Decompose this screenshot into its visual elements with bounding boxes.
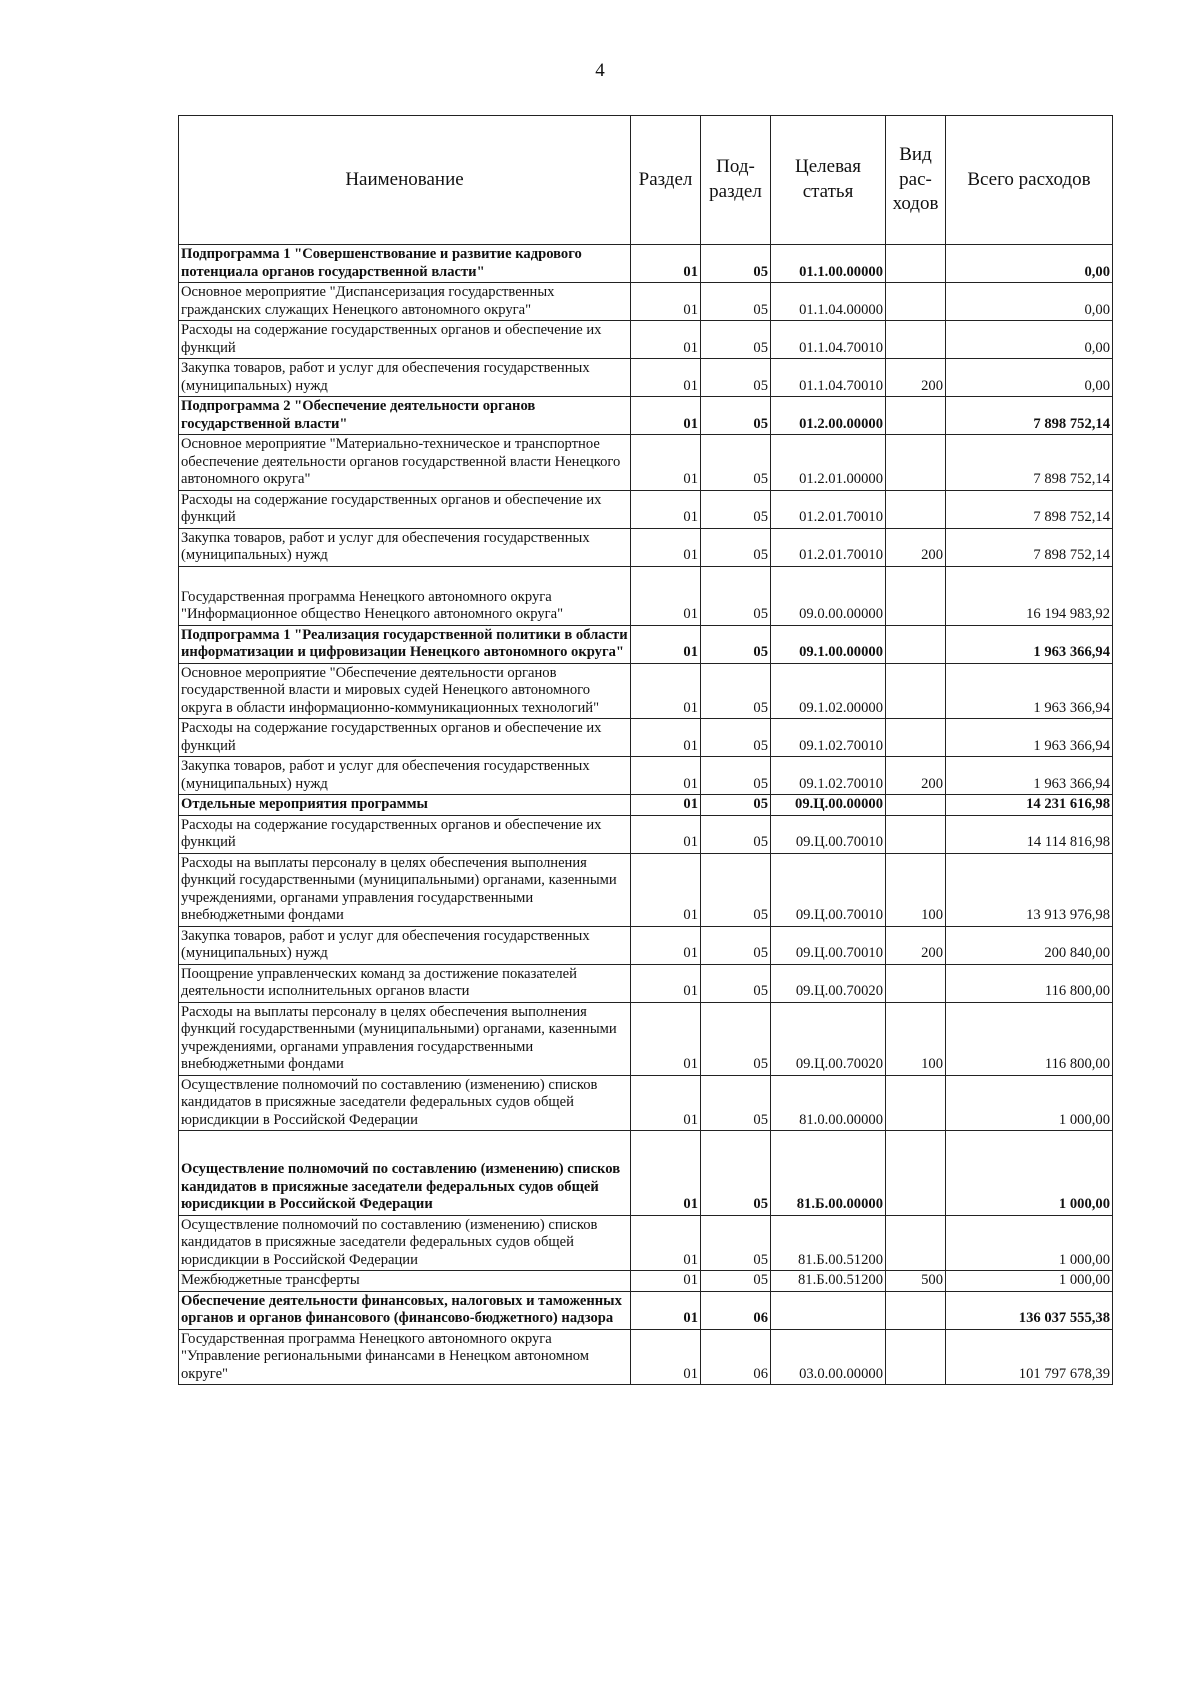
cell-podrazdel: 05	[701, 815, 771, 853]
cell-podrazdel: 05	[701, 528, 771, 566]
cell-vid-rashodov	[886, 566, 946, 625]
cell-podrazdel: 06	[701, 1329, 771, 1385]
cell-podrazdel: 05	[701, 435, 771, 491]
cell-podrazdel: 05	[701, 719, 771, 757]
table-row	[179, 1271, 1113, 1292]
cell-vid-rashodov	[886, 435, 946, 491]
cell-podrazdel: 05	[701, 359, 771, 397]
cell-name: Осуществление полномочий по составлению (изменению) списков кандидатов в присяжные заседатели федеральных судов общей юрисдикции в Российской Федерации	[179, 1215, 631, 1271]
cell-name: Закупка товаров, работ и услуг для обеспечения государственных (муниципальных) нужд	[179, 757, 631, 795]
cell-vid-rashodov	[886, 321, 946, 359]
cell-name: Государственная программа Ненецкого автономного округа "Управление региональными финансами в Ненецком автономном округе"	[179, 1329, 631, 1385]
cell-vid-rashodov: 500	[886, 1271, 946, 1292]
table-row	[179, 663, 1113, 719]
cell-vid-rashodov	[886, 245, 946, 283]
cell-razdel: 01	[631, 321, 701, 359]
cell-vsego-rashodov: 7 898 752,14	[946, 435, 1113, 491]
page-number: 4	[595, 60, 605, 81]
cell-vsego-rashodov: 1 963 366,94	[946, 625, 1113, 663]
cell-razdel: 01	[631, 964, 701, 1002]
cell-name: Обеспечение деятельности финансовых, налоговых и таможенных органов и органов финансового (финансово-бюджетного) надзора	[179, 1291, 631, 1329]
cell-vsego-rashodov: 116 800,00	[946, 1002, 1113, 1075]
cell-vsego-rashodov: 1 963 366,94	[946, 663, 1113, 719]
cell-name: Расходы на содержание государственных органов и обеспечение их функций	[179, 321, 631, 359]
cell-vsego-rashodov: 7 898 752,14	[946, 397, 1113, 435]
header-podrazdel: Под-раздел	[701, 116, 771, 245]
cell-vid-rashodov	[886, 1131, 946, 1216]
cell-celevaya-statya: 09.1.02.70010	[771, 719, 886, 757]
cell-vsego-rashodov: 0,00	[946, 283, 1113, 321]
cell-podrazdel: 05	[701, 926, 771, 964]
cell-celevaya-statya: 09.1.02.70010	[771, 757, 886, 795]
cell-name: Закупка товаров, работ и услуг для обеспечения государственных (муниципальных) нужд	[179, 926, 631, 964]
cell-celevaya-statya: 09.1.00.00000	[771, 625, 886, 663]
cell-podrazdel: 05	[701, 663, 771, 719]
cell-name: Осуществление полномочий по составлению (изменению) списков кандидатов в присяжные заседатели федеральных судов общей юрисдикции в Российской Федерации	[179, 1131, 631, 1216]
table-row	[179, 1002, 1113, 1075]
cell-celevaya-statya: 03.0.00.00000	[771, 1329, 886, 1385]
table-row	[179, 283, 1113, 321]
cell-razdel: 01	[631, 245, 701, 283]
table-row	[179, 566, 1113, 625]
cell-name: Отдельные мероприятия программы	[179, 795, 631, 816]
cell-podrazdel: 06	[701, 1291, 771, 1329]
cell-name: Закупка товаров, работ и услуг для обеспечения государственных (муниципальных) нужд	[179, 359, 631, 397]
cell-razdel: 01	[631, 757, 701, 795]
cell-vsego-rashodov: 200 840,00	[946, 926, 1113, 964]
cell-vsego-rashodov: 0,00	[946, 245, 1113, 283]
cell-name: Расходы на содержание государственных органов и обеспечение их функций	[179, 719, 631, 757]
cell-razdel: 01	[631, 566, 701, 625]
cell-vsego-rashodov: 1 963 366,94	[946, 719, 1113, 757]
cell-name: Основное мероприятие "Диспансеризация государственных гражданских служащих Ненецкого автономного округа"	[179, 283, 631, 321]
cell-vid-rashodov	[886, 964, 946, 1002]
table-row	[179, 757, 1113, 795]
cell-vsego-rashodov: 101 797 678,39	[946, 1329, 1113, 1385]
cell-celevaya-statya: 01.1.04.00000	[771, 283, 886, 321]
cell-razdel: 01	[631, 283, 701, 321]
cell-vid-rashodov	[886, 490, 946, 528]
cell-razdel: 01	[631, 926, 701, 964]
cell-vsego-rashodov: 1 000,00	[946, 1215, 1113, 1271]
cell-name: Расходы на выплаты персоналу в целях обеспечения выполнения функций государственными (муниципальными) органами, казенными учреждениями, органами управления государственными внебюджетными фондами	[179, 1002, 631, 1075]
table-row	[179, 321, 1113, 359]
cell-podrazdel: 05	[701, 566, 771, 625]
cell-celevaya-statya: 01.2.01.70010	[771, 528, 886, 566]
cell-celevaya-statya: 09.Ц.00.70020	[771, 1002, 886, 1075]
cell-razdel: 01	[631, 1271, 701, 1292]
cell-vsego-rashodov: 116 800,00	[946, 964, 1113, 1002]
cell-vsego-rashodov: 0,00	[946, 321, 1113, 359]
cell-razdel: 01	[631, 1131, 701, 1216]
cell-name: Подпрограмма 1 "Реализация государственной политики в области информатизации и цифровизации Ненецкого автономного округа"	[179, 625, 631, 663]
cell-celevaya-statya: 09.Ц.00.00000	[771, 795, 886, 816]
cell-razdel: 01	[631, 815, 701, 853]
cell-podrazdel: 05	[701, 321, 771, 359]
cell-name: Основное мероприятие "Обеспечение деятельности органов государственной власти и мировых судей Ненецкого автономного округа в области информационно-коммуникационных технологий"	[179, 663, 631, 719]
cell-podrazdel: 05	[701, 853, 771, 926]
budget-table	[178, 115, 1113, 1385]
cell-vid-rashodov	[886, 663, 946, 719]
cell-celevaya-statya: 09.Ц.00.70020	[771, 964, 886, 1002]
cell-vsego-rashodov: 7 898 752,14	[946, 528, 1113, 566]
cell-vid-rashodov	[886, 283, 946, 321]
cell-name: Подпрограмма 2 "Обеспечение деятельности органов государственной власти"	[179, 397, 631, 435]
cell-name: Закупка товаров, работ и услуг для обеспечения государственных (муниципальных) нужд	[179, 528, 631, 566]
cell-podrazdel: 05	[701, 964, 771, 1002]
cell-razdel: 01	[631, 359, 701, 397]
cell-vid-rashodov: 100	[886, 853, 946, 926]
cell-celevaya-statya: 01.2.01.00000	[771, 435, 886, 491]
cell-name: Расходы на содержание государственных органов и обеспечение их функций	[179, 815, 631, 853]
table-row	[179, 815, 1113, 853]
table-row	[179, 1329, 1113, 1385]
cell-razdel: 01	[631, 1215, 701, 1271]
cell-razdel: 01	[631, 435, 701, 491]
cell-celevaya-statya: 01.1.04.70010	[771, 321, 886, 359]
cell-vid-rashodov: 200	[886, 926, 946, 964]
cell-podrazdel: 05	[701, 1271, 771, 1292]
cell-celevaya-statya: 81.Б.00.00000	[771, 1131, 886, 1216]
cell-celevaya-statya: 81.Б.00.51200	[771, 1215, 886, 1271]
table-row	[179, 1131, 1113, 1216]
table-row	[179, 719, 1113, 757]
cell-celevaya-statya	[771, 1291, 886, 1329]
cell-vid-rashodov: 200	[886, 757, 946, 795]
header-vsego-rashodov: Всего расходов	[946, 116, 1113, 245]
cell-razdel: 01	[631, 490, 701, 528]
cell-razdel: 01	[631, 719, 701, 757]
cell-razdel: 01	[631, 795, 701, 816]
cell-razdel: 01	[631, 1291, 701, 1329]
cell-vsego-rashodov: 7 898 752,14	[946, 490, 1113, 528]
cell-vsego-rashodov: 0,00	[946, 359, 1113, 397]
cell-razdel: 01	[631, 663, 701, 719]
cell-vsego-rashodov: 1 000,00	[946, 1271, 1113, 1292]
cell-vid-rashodov	[886, 1329, 946, 1385]
cell-name: Расходы на выплаты персоналу в целях обеспечения выполнения функций государственными (муниципальными) органами, казенными учреждениями, органами управления государственными внебюджетными фондами	[179, 853, 631, 926]
cell-podrazdel: 05	[701, 1002, 771, 1075]
cell-vsego-rashodov: 1 963 366,94	[946, 757, 1113, 795]
cell-name: Подпрограмма 1 "Совершенствование и развитие кадрового потенциала органов государственной власти"	[179, 245, 631, 283]
table-row	[179, 359, 1113, 397]
cell-razdel: 01	[631, 853, 701, 926]
cell-podrazdel: 05	[701, 1075, 771, 1131]
cell-vid-rashodov: 200	[886, 528, 946, 566]
table-header-row	[179, 116, 1113, 245]
cell-vid-rashodov	[886, 1215, 946, 1271]
cell-celevaya-statya: 09.Ц.00.70010	[771, 926, 886, 964]
table-row	[179, 245, 1113, 283]
cell-vid-rashodov: 200	[886, 359, 946, 397]
table-row	[179, 1291, 1113, 1329]
table-body	[179, 245, 1113, 1385]
table-row	[179, 1215, 1113, 1271]
cell-vsego-rashodov: 1 000,00	[946, 1131, 1113, 1216]
cell-celevaya-statya: 81.0.00.00000	[771, 1075, 886, 1131]
cell-vid-rashodov	[886, 719, 946, 757]
cell-vsego-rashodov: 16 194 983,92	[946, 566, 1113, 625]
cell-celevaya-statya: 09.1.02.00000	[771, 663, 886, 719]
cell-vid-rashodov	[886, 795, 946, 816]
table-row	[179, 397, 1113, 435]
table-row	[179, 435, 1113, 491]
cell-vid-rashodov	[886, 625, 946, 663]
cell-vid-rashodov	[886, 815, 946, 853]
cell-celevaya-statya: 81.Б.00.51200	[771, 1271, 886, 1292]
cell-name: Межбюджетные трансферты	[179, 1271, 631, 1292]
cell-celevaya-statya: 09.Ц.00.70010	[771, 815, 886, 853]
table-row	[179, 625, 1113, 663]
table-row	[179, 853, 1113, 926]
cell-razdel: 01	[631, 397, 701, 435]
cell-celevaya-statya: 01.2.00.00000	[771, 397, 886, 435]
cell-podrazdel: 05	[701, 245, 771, 283]
cell-name: Поощрение управленческих команд за достижение показателей деятельности исполнительных органов власти	[179, 964, 631, 1002]
cell-name: Расходы на содержание государственных органов и обеспечение их функций	[179, 490, 631, 528]
table-row	[179, 795, 1113, 816]
cell-razdel: 01	[631, 1329, 701, 1385]
cell-celevaya-statya: 09.Ц.00.70010	[771, 853, 886, 926]
cell-podrazdel: 05	[701, 1215, 771, 1271]
cell-vsego-rashodov: 14 114 816,98	[946, 815, 1113, 853]
cell-podrazdel: 05	[701, 490, 771, 528]
cell-vid-rashodov: 100	[886, 1002, 946, 1075]
header-razdel: Раздел	[631, 116, 701, 245]
cell-podrazdel: 05	[701, 397, 771, 435]
cell-podrazdel: 05	[701, 625, 771, 663]
table-row	[179, 926, 1113, 964]
cell-podrazdel: 05	[701, 1131, 771, 1216]
table-row	[179, 490, 1113, 528]
cell-name: Осуществление полномочий по составлению (изменению) списков кандидатов в присяжные заседатели федеральных судов общей юрисдикции в Российской Федерации	[179, 1075, 631, 1131]
cell-name: Основное мероприятие "Материально-техническое и транспортное обеспечение деятельности органов государственной власти Ненецкого автономного округа"	[179, 435, 631, 491]
cell-podrazdel: 05	[701, 757, 771, 795]
cell-vsego-rashodov: 14 231 616,98	[946, 795, 1113, 816]
cell-razdel: 01	[631, 528, 701, 566]
table-row	[179, 1075, 1113, 1131]
table-row	[179, 528, 1113, 566]
cell-name: Государственная программа Ненецкого автономного округа "Информационное общество Ненецкого автономного округа"	[179, 566, 631, 625]
cell-podrazdel: 05	[701, 795, 771, 816]
cell-vid-rashodov	[886, 397, 946, 435]
cell-razdel: 01	[631, 625, 701, 663]
cell-razdel: 01	[631, 1002, 701, 1075]
cell-vid-rashodov	[886, 1075, 946, 1131]
cell-vid-rashodov	[886, 1291, 946, 1329]
header-vid-rashodov: Вид рас-ходов	[886, 116, 946, 245]
cell-razdel: 01	[631, 1075, 701, 1131]
cell-vsego-rashodov: 13 913 976,98	[946, 853, 1113, 926]
cell-celevaya-statya: 01.1.04.70010	[771, 359, 886, 397]
cell-celevaya-statya: 01.1.00.00000	[771, 245, 886, 283]
cell-vsego-rashodov: 1 000,00	[946, 1075, 1113, 1131]
header-name: Наименование	[179, 116, 631, 245]
cell-celevaya-statya: 01.2.01.70010	[771, 490, 886, 528]
cell-podrazdel: 05	[701, 283, 771, 321]
header-celevaya-statya: Целевая статья	[771, 116, 886, 245]
table-row	[179, 964, 1113, 1002]
cell-vsego-rashodov: 136 037 555,38	[946, 1291, 1113, 1329]
cell-celevaya-statya: 09.0.00.00000	[771, 566, 886, 625]
